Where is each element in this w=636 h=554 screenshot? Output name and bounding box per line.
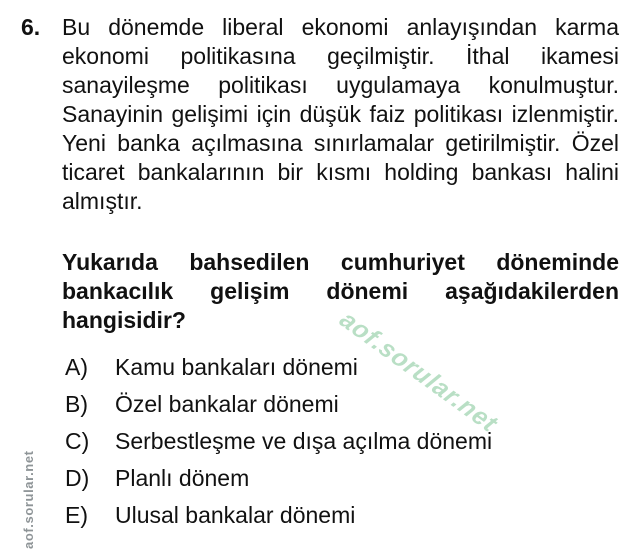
option-d-letter: D): [65, 465, 90, 491]
option-b-letter: B): [65, 391, 88, 417]
option-e-text: Ulusal bankalar dönemi: [115, 502, 356, 528]
option-c-text: Serbestleşme ve dışa açılma dönemi: [115, 428, 493, 454]
option-a-letter: A): [65, 354, 88, 380]
option-b-text: Özel bankalar dönemi: [115, 391, 339, 417]
option-d[interactable]: [65, 464, 619, 493]
option-a[interactable]: [65, 353, 619, 382]
question-stem-text: Yukarıda bahsedilen cumhuriyet döneminde bankacılık gelişim dönemi aşağıdakilerden hangisidir?: [62, 249, 619, 333]
option-a-text: Kamu bankaları dönemi: [115, 354, 358, 380]
options-list: [65, 353, 619, 538]
option-b[interactable]: [65, 390, 619, 419]
watermark-diagonal: aof.sorular.net: [333, 306, 504, 438]
option-e-letter: E): [65, 502, 88, 528]
question-number: 6.: [21, 14, 41, 40]
option-c[interactable]: [65, 427, 619, 456]
option-d-text: Planlı dönem: [115, 465, 250, 491]
option-c-letter: C): [65, 428, 90, 454]
watermark-vertical: aof.sorular.net: [21, 450, 36, 549]
option-e[interactable]: [65, 501, 619, 530]
question-body-text: Bu dönemde liberal ekonomi anlayışından karma ekonomi politikasına geçilmiştir. İthal ikamesi sanayileşme politikası uygulamaya konulmuştur. Sanayinin gelişimi için düşük faiz politikası izlenmiştir. Yeni banka açılmasına sınırlamalar getirilmiştir. Özel ticaret bankalarının bir kısmı holding bankası halini almıştır.: [62, 14, 619, 214]
